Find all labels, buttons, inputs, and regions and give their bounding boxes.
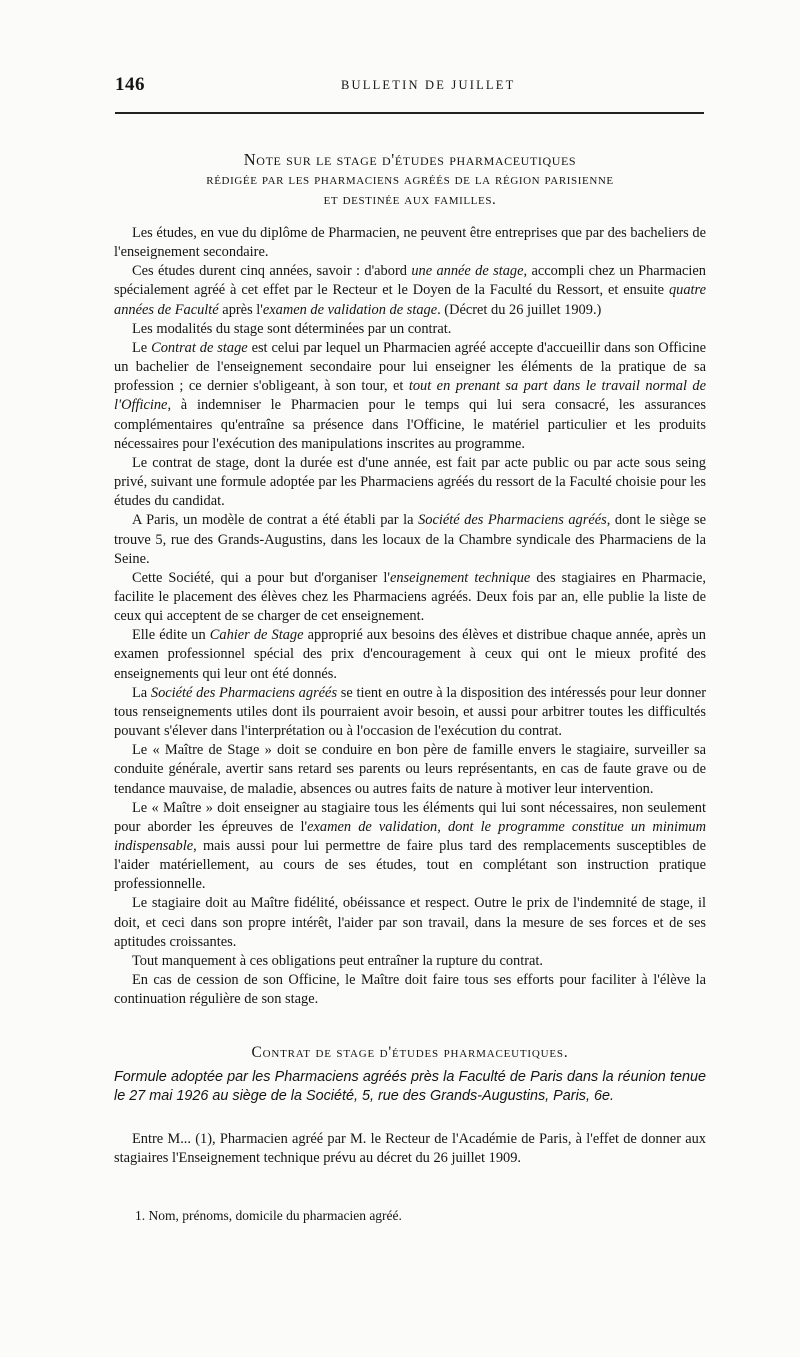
note-title-line-3: et destinée aux familles. [323,192,497,208]
running-title: BULLETIN DE JUILLET [341,78,516,92]
contract-title: Contrat de stage d'études pharmaceutiques. [251,1044,569,1061]
note-title [115,150,705,210]
header-rule [115,112,704,114]
paragraph-cahier: Elle édite un Cahier de Stage approprié aux besoins des élèves et distribue chaque année, après un examen professionnel spécial des prix d'encouragement à ceux qui ont le mieux profité des enseignements qui leur ont été donnés. [114,627,706,682]
note-title-line-1: Note sur le stage d'études pharmaceutiques [243,150,577,169]
paragraph-contract-definition: Le Contrat de stage est celui par lequel un Pharmacien agréé accepte d'accueillir dans son Officine un bachelier de l'enseignement secondaire pour lui enseigner les éléments de la pratique de sa profession ; ce dernier s'obligeant, à son tour, et tout en prenant sa part dans le travail normal de l'Officine, à indemniser le Pharmacien pour le temps qui lui sera consacré, les assurances complémentaires qu'entraîne sa présence dans l'Officine, le matériel particulier et les produits nécessaires pour l'exécution des manipulations inscrites au programme. [114,339,706,452]
paragraph-modalities: Les modalités du stage sont déterminées par un contrat. [132,320,452,337]
footnote: 1. Nom, prénoms, domicile du pharmacien agréé. [135,1208,402,1223]
paragraph-paris-model: A Paris, un modèle de contrat a été établi par la Société des Pharmaciens agréés, dont le siège se trouve 5, rue des Grands-Augustins, dans les locaux de la Chambre syndicale des Pharmaciens de la Seine. [114,512,706,567]
paragraph-society-purpose: Cette Société, qui a pour but d'organiser l'enseignement technique des stagiaires en Pharmacie, facilite le placement des élèves chez les Pharmaciens agréés. Deux fois par an, elle publie la liste de ceux qui acceptent de se charger de cet enseignement. [114,569,706,625]
page-header [115,74,700,98]
note-title-line-2: rédigée par les pharmaciens agréés de la région parisienne [206,172,614,188]
paragraph-maitre-teaching: Le « Maître » doit enseigner au stagiaire tous les éléments qui lui sont nécessaires, non seulement pour aborder les épreuves de l'examen de validation, dont le programme constitue un minimum indispensable, mais aussi pour lui permettre de faire plus tard des remplacements susceptibles de l'aider matériellement, au cours de ses études, tout en complétant son instruction pratique professionnelle. [114,799,706,893]
paragraph-maitre-conduct: Le « Maître de Stage » doit se conduire en bon père de famille envers le stagiaire, surveiller sa conduite générale, avertir sans retard ses parents ou leurs représentants, en cas de faute grave ou de tendance mauvaise, de maladie, absences ou autres faits de nature à motiver leur intervention. [114,742,706,797]
paragraph-diploma: Les études, en vue du diplôme de Pharmacien, ne peuvent être entreprises que par des bacheliers de l'enseignement secondaire. [114,225,706,261]
paragraph-rupture: Tout manquement à ces obligations peut entraîner la rupture du contrat. [132,952,543,969]
paragraph-arbitration: La Société des Pharmaciens agréés se tient en outre à la disposition des intéressés pour leur donner tous renseignements utiles dont ils pourraient avoir besoin, et aussi pour arbitrer toutes les difficultés pouvant s'élever dans l'interprétation ou à l'occasion de l'exécution du contrat. [114,684,707,740]
note-body [114,224,706,1009]
paragraph-stagiaire-duties: Le stagiaire doit au Maître fidélité, obéissance et respect. Outre le prix de l'indemnité de stage, il doit, et ceci dans son propre intérêt, l'aider par son travail, dans la mesure de ses forces et de ses aptitudes croissantes. [114,895,706,950]
contract-formula: Formule adoptée par les Pharmaciens agréés près la Faculté de Paris dans la réunion tenue le 27 mai 1926 au siège de la Société, 5, rue des Grands-Augustins, Paris, 6e. [114,1069,706,1104]
paragraph-duration: Ces études durent cinq années, savoir : d'abord une année de stage, accompli chez un Pharmacien spécialement agréé à cet effet par le Recteur et le Doyen de la Faculté du Ressort, et ensuite quatre années de Faculté après l'examen de validation de stage. (Décret du 26 juillet 1909.) [114,263,706,318]
page-number: 146 [115,74,145,95]
paragraph-cession: En cas de cession de son Officine, le Maître doit faire tous ses efforts pour faciliter à l'élève la continuation régulière de son stage. [114,972,706,1008]
paragraph-contract-form: Le contrat de stage, dont la durée est d'une année, est fait par acte public ou par acte sous seing privé, suivant une formule adoptée par les Pharmaciens agréés du ressort de la Faculté choisie pour les études du candidat. [114,454,706,510]
contract-entre: Entre M... (1), Pharmacien agréé par M. le Recteur de l'Académie de Paris, à l'effet de donner aux stagiaires l'Enseignement technique prévu au décret du 26 juillet 1909. [114,1131,706,1167]
